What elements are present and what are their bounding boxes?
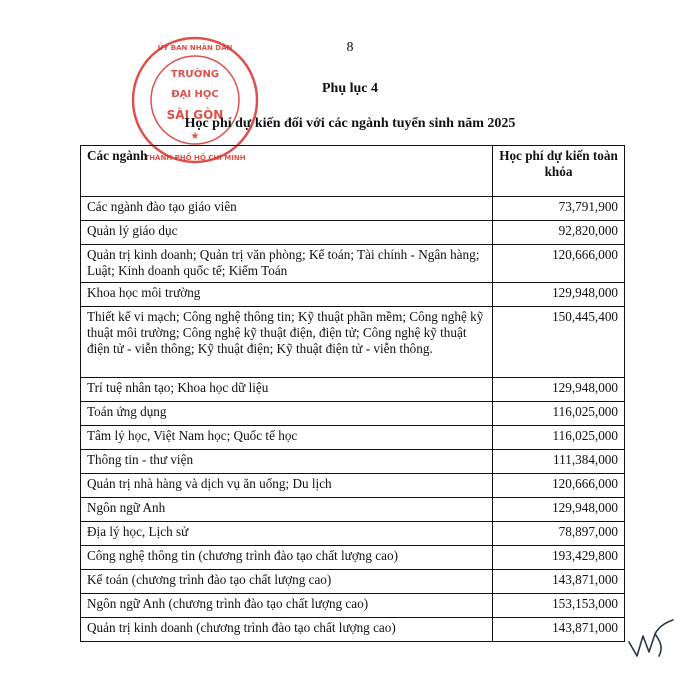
- major-cell: Khoa học môi trường: [81, 283, 493, 307]
- fee-cell: 78,897,000: [493, 522, 625, 546]
- table-title: Học phí dự kiến đối với các ngành tuyển sinh năm 2025: [184, 116, 516, 131]
- fee-cell: 129,948,000: [493, 498, 625, 522]
- table-row: [81, 546, 625, 570]
- fee-cell: 153,153,000: [493, 594, 625, 618]
- svg-text:TRƯỜNG: TRƯỜNG: [170, 69, 220, 80]
- major-cell: Quản lý giáo dục: [81, 221, 493, 245]
- tuition-fee-table: [80, 145, 625, 642]
- major-cell: Các ngành đào tạo giáo viên: [81, 197, 493, 221]
- major-cell: Thông tin - thư viện: [81, 450, 493, 474]
- major-cell: Trí tuệ nhân tạo; Khoa học dữ liệu: [81, 378, 493, 402]
- page-number: 8: [346, 40, 354, 55]
- major-cell: Quản trị nhà hàng và dịch vụ ăn uống; Du lịch: [81, 474, 493, 498]
- table-row: [81, 474, 625, 498]
- appendix-title: Phụ lục 4: [321, 81, 378, 96]
- major-cell: Ngôn ngữ Anh (chương trình đào tạo chất lượng cao): [81, 594, 493, 618]
- fee-cell: 73,791,900: [493, 197, 625, 221]
- table-row: [81, 426, 625, 450]
- table-row: [81, 618, 625, 642]
- table-row: [81, 570, 625, 594]
- svg-text:★: ★: [190, 131, 200, 142]
- major-cell: Quản trị kinh doanh (chương trình đào tạo chất lượng cao): [81, 618, 493, 642]
- table-row: [81, 307, 625, 378]
- table-row: [81, 197, 625, 221]
- fee-cell: 120,666,000: [493, 474, 625, 498]
- svg-text:ỦY BAN NHÂN DÂN: ỦY BAN NHÂN DÂN: [157, 44, 233, 52]
- major-cell: Kế toán (chương trình đào tạo chất lượng cao): [81, 570, 493, 594]
- major-cell: Quản trị kinh doanh; Quản trị văn phòng; Kế toán; Tài chính - Ngân hàng; Luật; Kinh doanh quốc tế; Kiểm Toán: [81, 245, 493, 283]
- table-row: [81, 522, 625, 546]
- fee-cell: 129,948,000: [493, 378, 625, 402]
- table-row: [81, 450, 625, 474]
- fee-cell: 143,871,000: [493, 618, 625, 642]
- major-cell: Địa lý học, Lịch sử: [81, 522, 493, 546]
- handwritten-signature: [625, 612, 677, 664]
- fee-cell: 111,384,000: [493, 450, 625, 474]
- header-major: Các ngành: [81, 146, 493, 197]
- fee-cell: 129,948,000: [493, 283, 625, 307]
- table-row: [81, 221, 625, 245]
- table-row: [81, 498, 625, 522]
- major-cell: Tâm lý học, Việt Nam học; Quốc tế học: [81, 426, 493, 450]
- fee-cell: 92,820,000: [493, 221, 625, 245]
- fee-cell: 116,025,000: [493, 402, 625, 426]
- table-row: [81, 283, 625, 307]
- header-fee: Học phí dự kiến toàn khóa: [493, 146, 625, 197]
- fee-cell: 120,666,000: [493, 245, 625, 283]
- major-cell: Công nghệ thông tin (chương trình đào tạo chất lượng cao): [81, 546, 493, 570]
- fee-cell: 143,871,000: [493, 570, 625, 594]
- table-row: [81, 594, 625, 618]
- svg-text:THÀNH PHỐ HỒ CHÍ MINH: THÀNH PHỐ HỒ CHÍ MINH: [144, 154, 246, 162]
- svg-text:SÀI GÒN: SÀI GÒN: [166, 108, 224, 122]
- fee-cell: 150,445,400: [493, 307, 625, 378]
- table-row: [81, 378, 625, 402]
- fee-cell: 116,025,000: [493, 426, 625, 450]
- table-row: [81, 402, 625, 426]
- major-cell: Toán ứng dụng: [81, 402, 493, 426]
- major-cell: Thiết kế vi mạch; Công nghệ thông tin; Kỹ thuật phần mềm; Công nghệ kỹ thuật môi trường; Công nghệ kỹ thuật điện, điện tử; Công nghệ kỹ thuật điện tử - viễn thông; Kỹ thuật điện; Kỹ thuật điện tử - viễn thông.: [81, 307, 493, 378]
- table-row: [81, 245, 625, 283]
- table-header-row: [81, 146, 625, 197]
- svg-text:ĐẠI HỌC: ĐẠI HỌC: [171, 89, 219, 100]
- fee-cell: 193,429,800: [493, 546, 625, 570]
- major-cell: Ngôn ngữ Anh: [81, 498, 493, 522]
